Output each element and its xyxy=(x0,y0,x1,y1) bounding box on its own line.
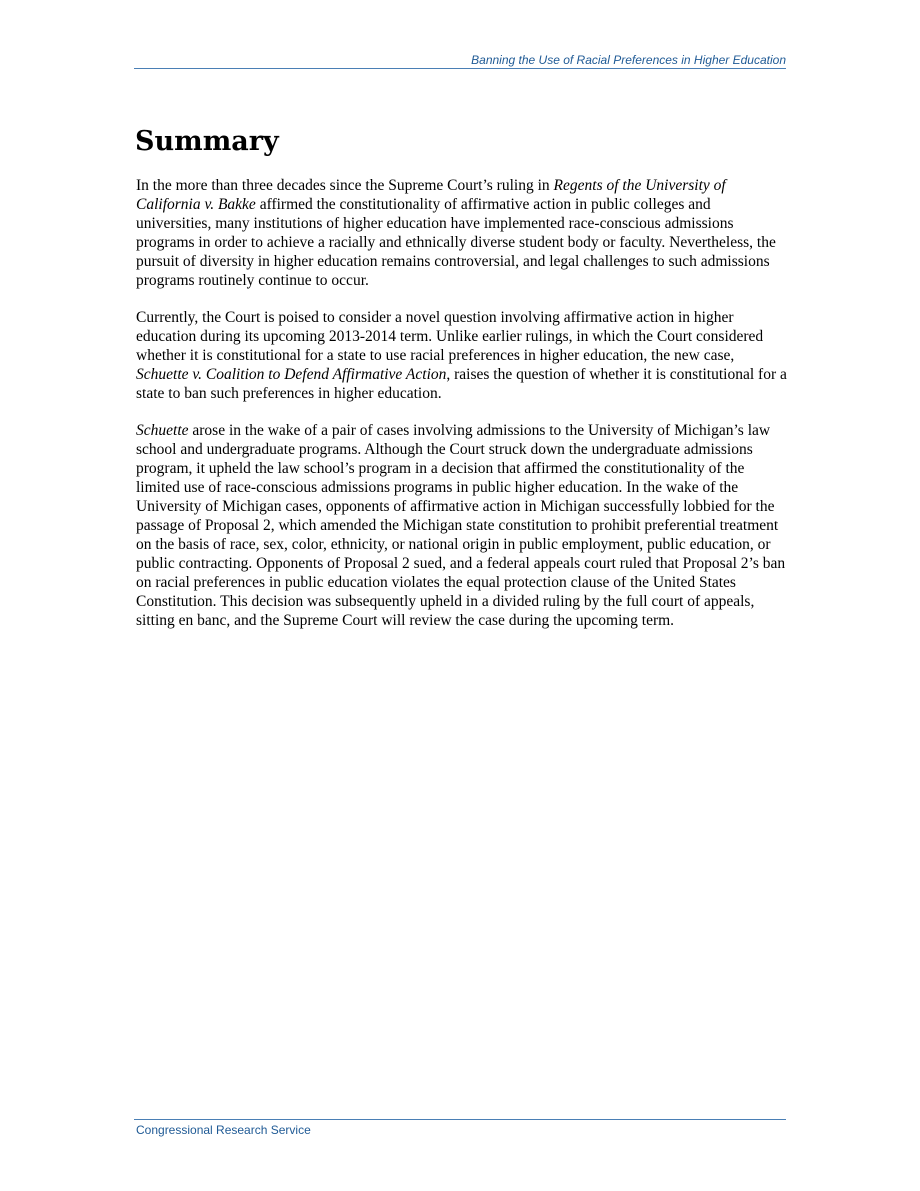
running-header: Banning the Use of Racial Preferences in Higher Education xyxy=(471,53,786,67)
footer-rule xyxy=(134,1119,786,1120)
paragraph-text: affirmed the constitutionality of affirmative action in public colleges and universities, many institutions of higher education have implemented race-conscious admissions programs in order to achieve a racially and ethnically diverse student body or faculty. Nevertheless, the pursuit of diversity in higher education remains controversial, and legal challenges to such admissions programs routinely continue to occur. xyxy=(136,196,776,289)
summary-paragraph-1 xyxy=(136,176,788,290)
summary-body xyxy=(136,176,788,648)
paragraph-text: , raises the question of whether it is constitutional for a state to ban such preferences in higher education. xyxy=(136,366,787,402)
section-title: Summary xyxy=(135,126,279,157)
header-rule xyxy=(134,68,786,69)
case-citation-schuette-short: Schuette xyxy=(136,422,189,439)
paragraph-text: In the more than three decades since the Supreme Court’s ruling in xyxy=(136,177,554,194)
paragraph-text: arose in the wake of a pair of cases involving admissions to the University of Michigan’s law school and undergraduate programs. Although the Court struck down the undergraduate admissions program, it upheld the law school’s program in a decision that affirmed the constitutionality of the limited use of race-conscious admissions programs in public higher education. In the wake of the University of Michigan cases, opponents of affirmative action in Michigan successfully lobbied for the passage of Proposal 2, which amended the Michigan state constitution to prohibit preferential treatment on the basis of race, sex, color, ethnicity, or national origin in public employment, public education, or public contracting. Opponents of Proposal 2 sued, and a federal appeals court ruled that Proposal 2’s ban on racial preferences in public education violates the equal protection clause of the United States Constitution. This decision was subsequently upheld in a divided ruling by the full court of appeals, sitting en banc, and the Supreme Court will review the case during the upcoming term. xyxy=(136,422,786,629)
summary-paragraph-3 xyxy=(136,421,788,630)
footer-organization: Congressional Research Service xyxy=(136,1123,311,1137)
case-citation-schuette: Schuette v. Coalition to Defend Affirmative Action xyxy=(136,366,447,383)
summary-paragraph-2 xyxy=(136,308,788,403)
paragraph-text: Currently, the Court is poised to consider a novel question involving affirmative action in higher education during its upcoming 2013-2014 term. Unlike earlier rulings, in which the Court considered whether it is constitutional for a state to use racial preferences in higher education, the new case, xyxy=(136,309,764,364)
case-citation-bakke: Regents of the University of California v. Bakke xyxy=(136,177,726,213)
